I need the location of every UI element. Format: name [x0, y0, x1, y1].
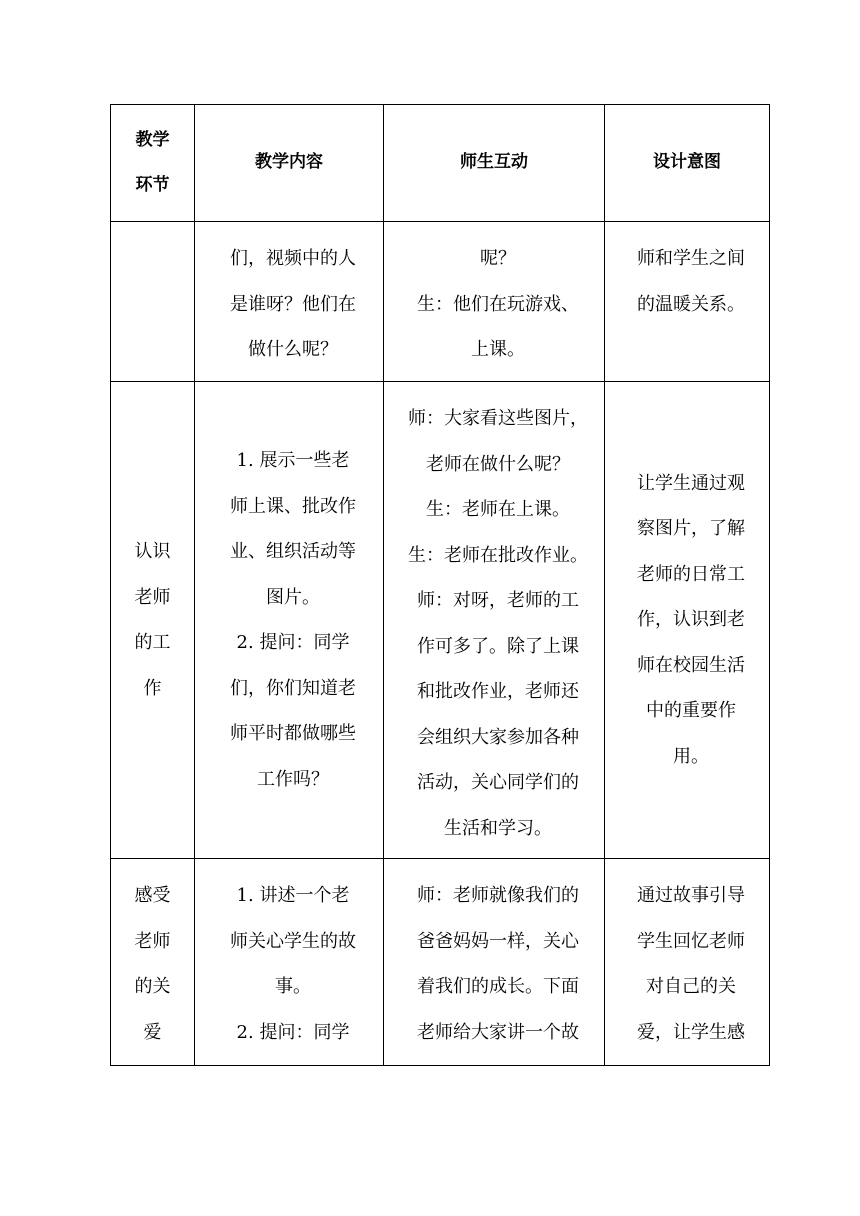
intent-line: 作，认识到老 [637, 609, 745, 631]
interaction-line: 着我们的成长。下面 [417, 976, 579, 997]
stage-text: 感受 老师 的关 爱 [134, 885, 171, 1043]
intent-cell [605, 382, 770, 859]
content-line: 师平时都做哪些 [230, 723, 356, 744]
content-line: 图片。 [266, 586, 320, 608]
intent-line: 的温暖关系。 [637, 293, 745, 315]
interaction-line: 老师给大家讲一个故 [417, 1021, 579, 1043]
intent-line: 通过故事引导 [637, 885, 745, 906]
intent-cell [605, 859, 770, 1066]
interaction-line: 生：老师在上课。 [426, 499, 570, 520]
interaction-line: 会组织大家参加各种 [417, 726, 579, 748]
content-line: 师关心学生的故 [230, 930, 356, 952]
intent-line: 学生回忆老师 [637, 930, 745, 952]
intent-line: 师和学生之间 [637, 248, 745, 269]
interaction-line: 活动，关心同学们的 [417, 772, 579, 793]
content-line: 1. 讲述一个老 [236, 885, 350, 906]
intent-line: 察图片，了解 [637, 518, 745, 540]
interaction-line: 上课。 [471, 339, 525, 360]
intent-cell [605, 222, 770, 382]
stage-cell [111, 859, 195, 1066]
content-cell [195, 222, 384, 382]
content-line: 工作吗？ [257, 768, 329, 790]
table-row [111, 222, 770, 382]
stage-cell [111, 222, 195, 382]
interaction-line: 爸爸妈妈一样，关心 [417, 930, 579, 952]
header-teaching-stage: 教学 环节 [111, 105, 195, 222]
content-cell [195, 382, 384, 859]
content-line: 1. 展示一些老 [236, 450, 350, 471]
interaction-line: 生活和学习。 [444, 817, 552, 839]
header-design-intent: 设计意图 [605, 105, 770, 222]
table-row [111, 382, 770, 859]
lesson-plan-table [110, 104, 770, 1066]
interaction-line: 生：老师在批改作业。 [408, 544, 588, 566]
table-header-row [111, 105, 770, 222]
intent-line: 中的重要作 [646, 700, 736, 722]
table-row [111, 859, 770, 1066]
interaction-cell [384, 859, 605, 1066]
header-teacher-student-interaction: 师生互动 [384, 105, 605, 222]
intent-line: 让学生通过观 [637, 472, 745, 494]
stage-cell [111, 382, 195, 859]
content-line: 2. 提问：同学 [236, 1021, 350, 1043]
stage-text: 认识 老师 的工 作 [134, 541, 171, 699]
content-line: 2. 提问：同学 [236, 632, 350, 653]
interaction-line: 作可多了。除了上课 [417, 635, 579, 657]
content-line: 们，视频中的人 [230, 248, 356, 269]
content-cell [195, 859, 384, 1066]
interaction-line: 师：对呀，老师的工 [417, 590, 579, 611]
content-line: 是谁呀？他们在 [230, 293, 356, 315]
interaction-line: 师：大家看这些图片， [408, 408, 588, 429]
intent-line: 对自己的关 [646, 976, 736, 997]
interaction-line: 师：老师就像我们的 [417, 885, 579, 906]
interaction-line: 呢？ [480, 248, 516, 269]
interaction-line: 生：他们在玩游戏、 [417, 293, 579, 315]
intent-line: 爱，让学生感 [637, 1021, 745, 1043]
interaction-line: 老师在做什么呢？ [426, 453, 570, 475]
content-line: 事。 [275, 976, 311, 997]
content-line: 业、组织活动等 [230, 541, 356, 562]
interaction-line: 和批改作业，老师还 [417, 681, 579, 702]
intent-line: 用。 [673, 745, 709, 767]
interaction-cell [384, 382, 605, 859]
content-line: 们，你们知道老 [230, 677, 356, 699]
interaction-cell [384, 222, 605, 382]
intent-line: 师在校园生活 [637, 654, 745, 676]
intent-line: 老师的日常工 [637, 563, 745, 585]
header-teaching-content: 教学内容 [195, 105, 384, 222]
content-line: 师上课、批改作 [230, 495, 356, 517]
content-line: 做什么呢？ [248, 339, 338, 360]
